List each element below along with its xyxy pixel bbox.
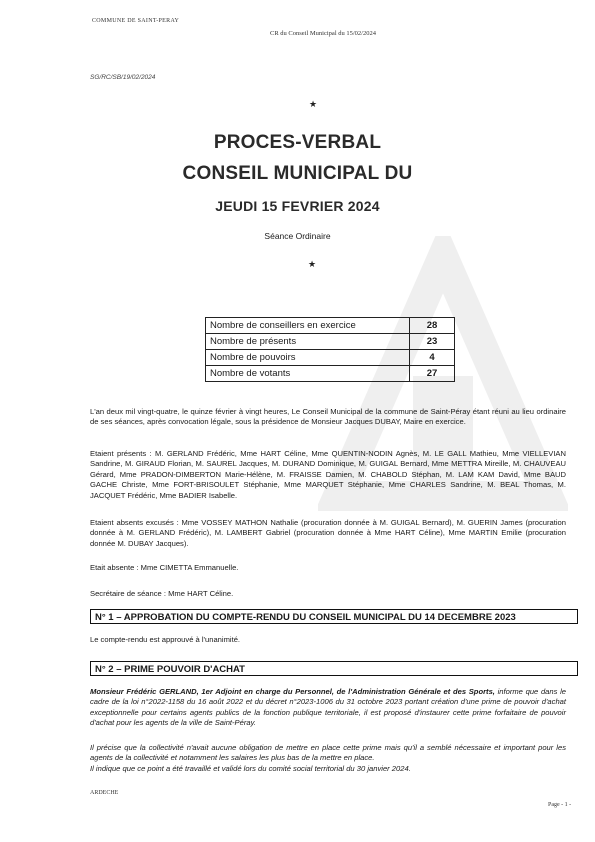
stat-label: Nombre de conseillers en exercice: [206, 318, 410, 334]
stat-label: Nombre de votants: [206, 366, 410, 382]
header-commune: COMMUNE DE SAINT-PERAY: [92, 18, 180, 24]
title-line-1: PROCES-VERBAL: [213, 132, 382, 153]
seance-type: Séance Ordinaire: [264, 231, 331, 241]
stat-label: Nombre de présents: [206, 334, 410, 350]
prime-precision-paragraph: Il précise que la collectivité n'avait aucune obligation de mettre en place cette prime mais qu'il a semblé nécessaire et important pour les agents de la collectivité et notamment les salaires les plus bas de la mettre en place.: [90, 743, 566, 763]
header-doc-ref: CR du Conseil Municipal du 15/02/2024: [270, 30, 376, 37]
table-row: [206, 318, 455, 334]
section-heading-1: N° 1 – APPROBATION DU COMPTE-RENDU DU CONSEIL MUNICIPAL DU 14 DECEMBRE 2023: [90, 609, 578, 624]
absente-paragraph: Etait absente : Mme CIMETTA Emmanuelle.: [90, 563, 239, 572]
attendance-table: [205, 317, 455, 382]
title-line-3: JEUDI 15 FEVRIER 2024: [215, 198, 380, 214]
footer-page-number: Page - 1 -: [548, 802, 572, 808]
section-heading-2: N° 2 – PRIME POUVOIR D'ACHAT: [90, 661, 578, 676]
table-row: [206, 334, 455, 350]
stat-value: 4: [410, 350, 455, 366]
opening-paragraph: L'an deux mil vingt-quatre, le quinze février à vingt heures, Le Conseil Municipal de la commune de Saint-Péray étant réuni au lieu ordinaire de ses séances, après convocation légale, sous la présidence de Monsieur Jacques DUBAY, Maire en exercice.: [90, 407, 566, 427]
prime-comite-paragraph: Il indique que ce point a été travaillé et validé lors du comité social territorial du 30 janvier 2024.: [90, 764, 411, 773]
footer-department: ARDECHE: [90, 790, 119, 796]
presents-paragraph: Etaient présents : M. GERLAND Frédéric, Mme HART Céline, Mme QUENTIN-NODIN Agnès, M. LE GALL Mathieu, Mme VIELLEVIAN Sandrine, M. GIRAUD Florian, M. SAUREL Jacques, M. DURAND Dominique, M. GUIGAL Bernard, Mme METTRA Mireille, M. CHAUVEAU Gérard, Mme PRADON-DIMBERTON Marie-Hélène, M. FRAISSE Damien, M. CHABOLD Stéphan, M. LAM KAM David, Mme BAUD GACHE Christe, Mme FORT-BRISOULET Stéphanie, Mme MARQUET Stéphanie, Mme CHARLES Sandrine, M. BEAL Thomas, M. JACQUET Frédéric, Mme BADIER Isabelle.: [90, 449, 566, 500]
table-row: [206, 350, 455, 366]
prime-intro-text: informe que dans le cadre de la loi n°2022-1158 du 16 août 2022 et du décret n°2023-1006 du 31 octobre 2023 portant création d'une prime de pouvoir d'achat exceptionnelle pour certains agents publics de la fonction publique territoriale, il est proposé d'instaurer cette prime forfaitaire de pouvoir d'achat pour les agents de la ville de Saint-Péray.: [90, 687, 566, 728]
prime-speaker: Monsieur Frédéric GERLAND, 1er Adjoint en charge du Personnel, de l'Administration Générale et des Sports,: [90, 687, 495, 696]
star-icon: ★: [308, 259, 317, 269]
table-row: [206, 366, 455, 382]
prime-intro-paragraph: [90, 687, 566, 729]
star-icon: ★: [309, 99, 318, 109]
secretaire-paragraph: Secrétaire de séance : Mme HART Céline.: [90, 589, 234, 598]
absents-excuses-paragraph: Etaient absents excusés : Mme VOSSEY MATHON Nathalie (procuration donnée à M. GUIGAL Bernard), M. GUERIN James (procuration donnée à M. GERLAND Frédéric), M. LAMBERT Gabriel (procuration donnée à Mme HART Céline), Mme MARTIN Emilie (procuration donnée M. DUBAY Jacques).: [90, 518, 566, 548]
stat-value: 27: [410, 366, 455, 382]
stat-label: Nombre de pouvoirs: [206, 350, 410, 366]
title-line-2: CONSEIL MUNICIPAL DU: [182, 163, 413, 184]
stat-value: 28: [410, 318, 455, 334]
document-reference: SG/RC/SB/19/02/2024: [90, 74, 156, 81]
compte-rendu-paragraph: Le compte-rendu est approuvé à l'unanimité.: [90, 635, 241, 644]
stat-value: 23: [410, 334, 455, 350]
